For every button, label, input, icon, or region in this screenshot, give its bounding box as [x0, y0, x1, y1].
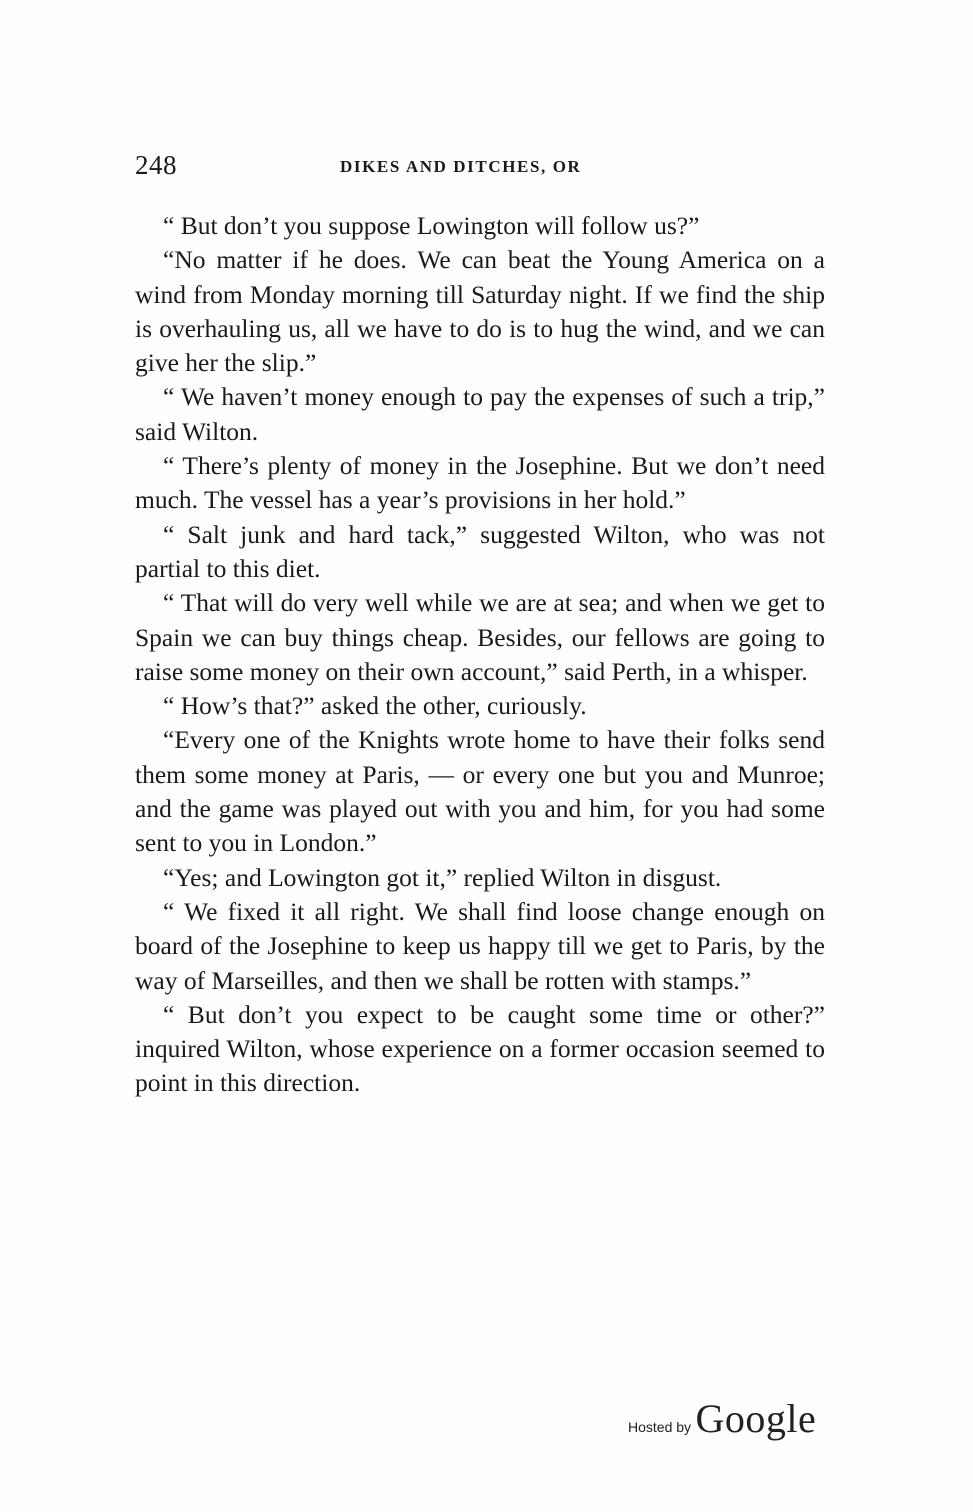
hosted-by-google-watermark	[628, 1395, 816, 1445]
paragraph: “ There’s plenty of money in the Josephine. But we don’t need much. The vessel has a year’s provisions in her hold.”	[135, 451, 825, 515]
page-header	[135, 150, 825, 184]
paragraph: “Yes; and Lowington got it,” replied Wilton in disgust.	[163, 862, 722, 892]
paragraph: “No matter if he does. We can beat the Young America on a wind from Monday morning till Saturday night. If we find the ship is overhauling us, all we have to do is to hug the wind, and we can give her the slip.”	[135, 245, 825, 378]
paragraph: “ We fixed it all right. We shall find loose change enough on board of the Josephine to keep us happy till we get to Paris, by the way of Marseilles, and then we shall be rotten with stamps.”	[135, 896, 825, 995]
running-head: DIKES AND DITCHES, OR	[340, 157, 582, 176]
paragraph: “ We haven’t money enough to pay the expenses of such a trip,” said Wilton.	[135, 382, 825, 446]
body-text	[135, 209, 825, 1101]
page-number: 248	[135, 150, 177, 180]
google-logo: Google	[695, 1396, 817, 1441]
paragraph: “Every one of the Knights wrote home to have their folks send them some money at Paris, — or every one but you and Munroe; and the game was played out with you and him, for you had some sent to you in London.”	[135, 725, 825, 858]
paragraph: “ But don’t you suppose Lowington will follow us?”	[163, 211, 700, 240]
paragraph: “ That will do very well while we are at sea; and when we get to Spain we can buy things cheap. Besides, our fellows are going to raise some money on their own account,” said Perth, in a whisper.	[135, 588, 825, 686]
paragraph: “ Salt junk and hard tack,” suggested Wilton, who was not partial to this diet.	[135, 519, 825, 583]
hosted-by-label: Hosted by	[628, 1419, 692, 1435]
paragraph: “ How’s that?” asked the other, curiously.	[163, 691, 587, 721]
paragraph: “ But don’t you expect to be caught some time or other?” inquired Wilton, whose experience on a former occasion seemed to point in this direction.	[135, 999, 825, 1098]
